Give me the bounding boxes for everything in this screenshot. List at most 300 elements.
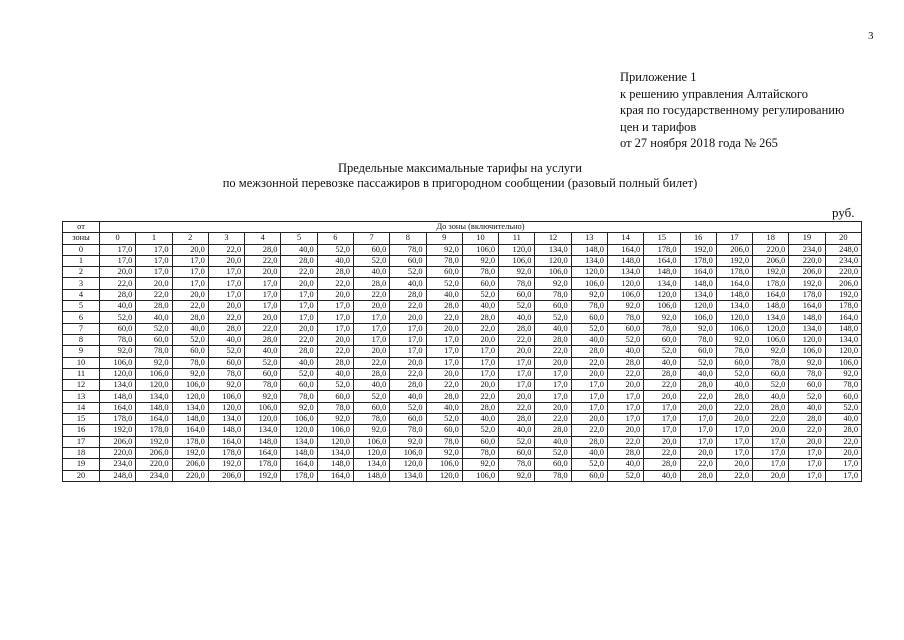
tariff-cell: 20,0 — [245, 312, 281, 323]
table-row — [63, 380, 862, 391]
column-header: 20 — [825, 233, 861, 244]
tariff-cell: 22,0 — [245, 323, 281, 334]
tariff-cell: 17,0 — [281, 289, 317, 300]
tariff-cell: 106,0 — [136, 368, 172, 379]
tariff-cell: 17,0 — [426, 346, 462, 357]
tariff-cell: 40,0 — [390, 278, 426, 289]
tariff-cell: 52,0 — [462, 289, 498, 300]
tariff-cell: 52,0 — [753, 380, 789, 391]
tariff-cell: 60,0 — [571, 470, 607, 481]
tariff-cell: 22,0 — [716, 402, 752, 413]
tariff-cell: 78,0 — [571, 301, 607, 312]
tariff-cell: 206,0 — [789, 267, 825, 278]
tariff-cell: 60,0 — [535, 301, 571, 312]
tariff-cell: 17,0 — [172, 278, 208, 289]
tariff-cell: 40,0 — [172, 323, 208, 334]
tariff-cell: 52,0 — [317, 380, 353, 391]
tariff-cell: 28,0 — [172, 312, 208, 323]
tariff-cell: 220,0 — [789, 255, 825, 266]
document-title — [120, 161, 800, 191]
column-number-row — [63, 233, 862, 244]
title-line: Предельные максимальные тарифы на услуги — [337, 161, 582, 175]
tariff-cell: 52,0 — [208, 346, 244, 357]
tariff-cell: 92,0 — [825, 368, 861, 379]
tariff-cell: 78,0 — [825, 380, 861, 391]
table-row — [63, 346, 862, 357]
appendix-line: Приложение 1 — [620, 70, 697, 84]
tariff-cell: 78,0 — [753, 357, 789, 368]
tariff-cell: 17,0 — [426, 357, 462, 368]
tariff-cell: 28,0 — [499, 323, 535, 334]
appendix-line: к решению управления Алтайского — [620, 86, 808, 101]
tariff-cell: 164,0 — [317, 470, 353, 481]
tariff-cell: 92,0 — [535, 278, 571, 289]
tariff-cell: 134,0 — [644, 278, 680, 289]
table-row — [63, 278, 862, 289]
row-zone-label: 6 — [63, 312, 100, 323]
tariff-cell: 120,0 — [535, 255, 571, 266]
tariff-cell: 28,0 — [245, 334, 281, 345]
tariff-cell: 22,0 — [680, 459, 716, 470]
table-row — [63, 255, 862, 266]
tariff-cell: 78,0 — [462, 267, 498, 278]
tariff-cell: 52,0 — [571, 459, 607, 470]
tariff-cell: 164,0 — [208, 436, 244, 447]
tariff-cell: 92,0 — [426, 244, 462, 255]
tariff-cell: 17,0 — [680, 425, 716, 436]
tariff-cell: 40,0 — [317, 255, 353, 266]
tariff-cell: 20,0 — [390, 312, 426, 323]
tariff-cell: 28,0 — [136, 301, 172, 312]
tariff-cell: 178,0 — [245, 459, 281, 470]
tariff-cell: 52,0 — [825, 402, 861, 413]
tariff-cell: 17,0 — [208, 267, 244, 278]
tariff-cell: 52,0 — [353, 391, 389, 402]
tariff-cell: 20,0 — [100, 267, 136, 278]
tariff-cell: 20,0 — [680, 447, 716, 458]
column-header: 8 — [390, 233, 426, 244]
tariff-cell: 106,0 — [208, 391, 244, 402]
tariff-cell: 60,0 — [390, 414, 426, 425]
tariff-cell: 17,0 — [535, 380, 571, 391]
tariff-cell: 28,0 — [499, 414, 535, 425]
column-header: 6 — [317, 233, 353, 244]
tariff-cell: 40,0 — [317, 368, 353, 379]
tariff-cell: 78,0 — [535, 289, 571, 300]
tariff-cell: 78,0 — [426, 255, 462, 266]
tariff-cell: 106,0 — [172, 380, 208, 391]
tariff-cell: 28,0 — [208, 323, 244, 334]
tariff-cell: 92,0 — [462, 459, 498, 470]
tariff-cell: 20,0 — [535, 357, 571, 368]
tariff-cell: 148,0 — [317, 459, 353, 470]
tariff-cell: 52,0 — [353, 255, 389, 266]
tariff-cell: 28,0 — [644, 459, 680, 470]
currency-label: руб. — [832, 205, 855, 220]
tariff-cell: 40,0 — [607, 346, 643, 357]
from-zone-header-top: от — [63, 222, 100, 233]
column-header: 19 — [789, 233, 825, 244]
appendix-header — [620, 69, 844, 152]
tariff-cell: 134,0 — [281, 436, 317, 447]
tariff-cell: 28,0 — [462, 402, 498, 413]
tariff-cell: 178,0 — [136, 425, 172, 436]
tariff-cell: 17,0 — [100, 255, 136, 266]
tariff-cell: 92,0 — [281, 402, 317, 413]
tariff-cell: 40,0 — [281, 244, 317, 255]
tariff-cell: 106,0 — [644, 301, 680, 312]
tariff-cell: 60,0 — [281, 380, 317, 391]
tariff-cell: 78,0 — [426, 436, 462, 447]
page-number: 3 — [868, 30, 874, 42]
tariff-cell: 20,0 — [789, 436, 825, 447]
tariff-cell: 17,0 — [825, 470, 861, 481]
tariff-cell: 92,0 — [644, 312, 680, 323]
tariff-cell: 22,0 — [607, 436, 643, 447]
tariff-cell: 60,0 — [426, 267, 462, 278]
header-row — [63, 222, 862, 233]
tariff-cell: 148,0 — [136, 402, 172, 413]
tariff-cell: 22,0 — [571, 425, 607, 436]
tariff-cell: 78,0 — [462, 447, 498, 458]
tariff-cell: 28,0 — [535, 334, 571, 345]
table-row — [63, 459, 862, 470]
tariff-cell: 22,0 — [353, 289, 389, 300]
tariff-cell: 206,0 — [172, 459, 208, 470]
tariff-cell: 148,0 — [680, 278, 716, 289]
tariff-cell: 106,0 — [499, 255, 535, 266]
tariff-cell: 106,0 — [753, 334, 789, 345]
tariff-cell: 192,0 — [245, 470, 281, 481]
tariff-cell: 17,0 — [281, 301, 317, 312]
tariff-cell: 52,0 — [390, 402, 426, 413]
tariff-cell: 78,0 — [100, 334, 136, 345]
tariff-cell: 17,0 — [100, 244, 136, 255]
tariff-cell: 28,0 — [753, 402, 789, 413]
tariff-cell: 22,0 — [245, 255, 281, 266]
tariff-cell: 78,0 — [353, 414, 389, 425]
tariff-cell: 92,0 — [607, 301, 643, 312]
tariff-cell: 164,0 — [644, 255, 680, 266]
tariff-cell: 92,0 — [208, 380, 244, 391]
table-row — [63, 267, 862, 278]
tariff-cell: 192,0 — [208, 459, 244, 470]
tariff-cell: 92,0 — [499, 470, 535, 481]
tariff-cell: 20,0 — [499, 346, 535, 357]
tariff-cell: 17,0 — [789, 459, 825, 470]
tariff-cell: 40,0 — [426, 402, 462, 413]
tariff-cell: 40,0 — [353, 267, 389, 278]
tariff-cell: 220,0 — [753, 244, 789, 255]
tariff-cell: 120,0 — [353, 447, 389, 458]
tariff-cell: 28,0 — [317, 357, 353, 368]
tariff-cell: 106,0 — [462, 244, 498, 255]
tariff-cell: 78,0 — [499, 278, 535, 289]
column-header: 13 — [571, 233, 607, 244]
row-zone-label: 14 — [63, 402, 100, 413]
tariff-cell: 22,0 — [716, 470, 752, 481]
tariff-cell: 22,0 — [462, 391, 498, 402]
column-header: 11 — [499, 233, 535, 244]
tariff-cell: 17,0 — [136, 244, 172, 255]
table-row — [63, 414, 862, 425]
tariff-cell: 20,0 — [571, 368, 607, 379]
tariff-cell: 178,0 — [789, 289, 825, 300]
tariff-cell: 106,0 — [281, 414, 317, 425]
row-zone-label: 17 — [63, 436, 100, 447]
tariff-cell: 20,0 — [462, 380, 498, 391]
column-header: 14 — [607, 233, 643, 244]
tariff-cell: 40,0 — [607, 459, 643, 470]
column-header: 5 — [281, 233, 317, 244]
tariff-cell: 17,0 — [680, 436, 716, 447]
tariff-cell: 17,0 — [716, 436, 752, 447]
tariff-cell: 22,0 — [499, 402, 535, 413]
row-zone-label: 0 — [63, 244, 100, 255]
tariff-cell: 17,0 — [136, 267, 172, 278]
tariff-cell: 164,0 — [607, 244, 643, 255]
row-zone-label: 4 — [63, 289, 100, 300]
tariff-cell: 192,0 — [136, 436, 172, 447]
tariff-cell: 92,0 — [499, 267, 535, 278]
tariff-cell: 134,0 — [245, 425, 281, 436]
tariff-cell: 164,0 — [716, 278, 752, 289]
tariff-cell: 17,0 — [317, 312, 353, 323]
tariff-cell: 17,0 — [317, 323, 353, 334]
tariff-cell: 206,0 — [825, 278, 861, 289]
tariff-cell: 20,0 — [680, 402, 716, 413]
tariff-cell: 92,0 — [716, 334, 752, 345]
tariff-cell: 20,0 — [716, 459, 752, 470]
tariff-cell: 234,0 — [100, 459, 136, 470]
tariff-cell: 17,0 — [317, 301, 353, 312]
tariff-cell: 220,0 — [136, 459, 172, 470]
table-row — [63, 312, 862, 323]
tariff-cell: 134,0 — [317, 447, 353, 458]
tariff-cell: 120,0 — [281, 425, 317, 436]
column-header: 9 — [426, 233, 462, 244]
tariff-cell: 52,0 — [535, 447, 571, 458]
tariff-cell: 60,0 — [353, 402, 389, 413]
tariff-cell: 52,0 — [317, 244, 353, 255]
tariff-cell: 92,0 — [317, 414, 353, 425]
tariff-cell: 20,0 — [426, 323, 462, 334]
tariff-cell: 17,0 — [535, 391, 571, 402]
tariff-cell: 22,0 — [317, 278, 353, 289]
tariff-cell: 92,0 — [462, 255, 498, 266]
tariff-cell: 22,0 — [825, 436, 861, 447]
tariff-cell: 134,0 — [789, 323, 825, 334]
tariff-cell: 178,0 — [680, 255, 716, 266]
tariff-cell: 234,0 — [789, 244, 825, 255]
tariff-cell: 17,0 — [281, 312, 317, 323]
row-zone-label: 8 — [63, 334, 100, 345]
tariff-cell: 134,0 — [172, 402, 208, 413]
tariff-cell: 206,0 — [753, 255, 789, 266]
column-header: 15 — [644, 233, 680, 244]
table-row — [63, 301, 862, 312]
tariff-cell: 52,0 — [716, 368, 752, 379]
tariff-cell: 28,0 — [100, 289, 136, 300]
tariff-cell: 40,0 — [281, 357, 317, 368]
tariff-cell: 17,0 — [390, 334, 426, 345]
tariff-cell: 22,0 — [172, 301, 208, 312]
tariff-cell: 106,0 — [607, 289, 643, 300]
table-row — [63, 402, 862, 413]
tariff-cell: 106,0 — [535, 267, 571, 278]
tariff-cell: 120,0 — [245, 414, 281, 425]
tariff-cell: 78,0 — [789, 368, 825, 379]
tariff-cell: 120,0 — [644, 289, 680, 300]
tariff-cell: 28,0 — [825, 425, 861, 436]
tariff-cell: 20,0 — [245, 267, 281, 278]
tariff-cell: 20,0 — [825, 447, 861, 458]
tariff-cell: 20,0 — [353, 301, 389, 312]
tariff-cell: 17,0 — [245, 301, 281, 312]
tariff-cell: 220,0 — [825, 267, 861, 278]
tariff-cell: 192,0 — [753, 267, 789, 278]
column-header: 10 — [462, 233, 498, 244]
column-header: 16 — [680, 233, 716, 244]
tariff-cell: 20,0 — [753, 425, 789, 436]
tariff-cell: 28,0 — [716, 391, 752, 402]
tariff-cell: 28,0 — [390, 380, 426, 391]
tariff-cell: 92,0 — [136, 357, 172, 368]
tariff-cell: 17,0 — [172, 267, 208, 278]
table-row — [63, 436, 862, 447]
tariff-cell: 40,0 — [353, 380, 389, 391]
table-row — [63, 323, 862, 334]
tariff-cell: 20,0 — [172, 244, 208, 255]
tariff-cell: 40,0 — [680, 368, 716, 379]
tariff-cell: 60,0 — [607, 323, 643, 334]
tariff-cell: 178,0 — [281, 470, 317, 481]
tariff-cell: 40,0 — [462, 301, 498, 312]
tariff-cell: 40,0 — [100, 301, 136, 312]
tariff-cell: 28,0 — [426, 301, 462, 312]
tariff-cell: 20,0 — [208, 255, 244, 266]
tariff-cell: 234,0 — [136, 470, 172, 481]
tariff-cell: 120,0 — [716, 312, 752, 323]
tariff-cell: 20,0 — [281, 323, 317, 334]
tariff-cell: 134,0 — [825, 334, 861, 345]
tariff-cell: 20,0 — [426, 368, 462, 379]
tariff-cell: 106,0 — [100, 357, 136, 368]
tariff-cell: 164,0 — [100, 402, 136, 413]
column-header: 12 — [535, 233, 571, 244]
row-zone-label: 7 — [63, 323, 100, 334]
tariff-cell: 192,0 — [789, 278, 825, 289]
tariff-cell: 17,0 — [571, 380, 607, 391]
tariff-cell: 92,0 — [680, 323, 716, 334]
tariff-cell: 20,0 — [607, 425, 643, 436]
tariff-cell: 60,0 — [172, 346, 208, 357]
tariff-cell: 28,0 — [680, 380, 716, 391]
tariff-cell: 120,0 — [607, 278, 643, 289]
tariff-cell: 22,0 — [208, 244, 244, 255]
tariff-cell: 60,0 — [825, 391, 861, 402]
tariff-cell: 17,0 — [571, 402, 607, 413]
tariff-cell: 178,0 — [825, 301, 861, 312]
table-row — [63, 470, 862, 481]
tariff-cell: 60,0 — [353, 244, 389, 255]
tariff-cell: 22,0 — [390, 368, 426, 379]
table-row — [63, 244, 862, 255]
table-row — [63, 447, 862, 458]
tariff-cell: 17,0 — [499, 380, 535, 391]
row-zone-label: 16 — [63, 425, 100, 436]
tariff-cell: 20,0 — [353, 346, 389, 357]
tariff-cell: 17,0 — [172, 255, 208, 266]
tariff-cell: 40,0 — [462, 414, 498, 425]
tariff-cell: 20,0 — [644, 391, 680, 402]
table-row — [63, 368, 862, 379]
tariff-cell: 17,0 — [245, 278, 281, 289]
tariff-cell: 28,0 — [571, 436, 607, 447]
tariff-cell: 17,0 — [208, 289, 244, 300]
tariff-cell: 22,0 — [535, 346, 571, 357]
tariff-cell: 220,0 — [100, 447, 136, 458]
tariff-cell: 148,0 — [753, 301, 789, 312]
tariff-cell: 17,0 — [499, 357, 535, 368]
tariff-cell: 106,0 — [716, 323, 752, 334]
tariff-cell: 60,0 — [317, 391, 353, 402]
column-header: 18 — [753, 233, 789, 244]
tariff-cell: 28,0 — [789, 414, 825, 425]
column-header: 17 — [716, 233, 752, 244]
column-header: 2 — [172, 233, 208, 244]
tariff-cell: 106,0 — [462, 470, 498, 481]
tariff-cell: 28,0 — [462, 312, 498, 323]
tariff-cell: 60,0 — [208, 357, 244, 368]
tariff-cell: 148,0 — [208, 425, 244, 436]
tariff-cell: 164,0 — [136, 414, 172, 425]
tariff-cell: 20,0 — [716, 414, 752, 425]
tariff-cell: 40,0 — [716, 380, 752, 391]
tariff-cell: 17,0 — [789, 470, 825, 481]
tariff-cell: 17,0 — [499, 368, 535, 379]
tariff-cell: 134,0 — [100, 380, 136, 391]
tariff-cell: 148,0 — [281, 447, 317, 458]
tariff-cell: 28,0 — [353, 368, 389, 379]
tariff-cell: 60,0 — [390, 255, 426, 266]
tariff-cell: 60,0 — [499, 447, 535, 458]
tariff-cell: 134,0 — [390, 470, 426, 481]
tariff-cell: 234,0 — [825, 255, 861, 266]
tariff-cell: 40,0 — [535, 436, 571, 447]
tariff-cell: 120,0 — [136, 380, 172, 391]
tariff-cell: 28,0 — [644, 368, 680, 379]
tariff-cell: 60,0 — [789, 380, 825, 391]
row-zone-label: 20 — [63, 470, 100, 481]
tariff-cell: 120,0 — [208, 402, 244, 413]
tariff-cell: 28,0 — [353, 278, 389, 289]
tariff-cell: 178,0 — [753, 278, 789, 289]
tariff-cell: 17,0 — [607, 391, 643, 402]
tariff-cell: 22,0 — [680, 391, 716, 402]
tariff-cell: 17,0 — [789, 447, 825, 458]
tariff-cell: 148,0 — [789, 312, 825, 323]
tariff-cell: 52,0 — [172, 334, 208, 345]
tariff-cell: 20,0 — [281, 278, 317, 289]
tariff-cell: 40,0 — [390, 391, 426, 402]
tariff-cell: 22,0 — [644, 447, 680, 458]
tariff-cell: 120,0 — [390, 459, 426, 470]
tariff-cell: 40,0 — [571, 334, 607, 345]
tariff-cell: 20,0 — [208, 301, 244, 312]
tariff-cell: 148,0 — [607, 255, 643, 266]
tariff-cell: 17,0 — [753, 436, 789, 447]
